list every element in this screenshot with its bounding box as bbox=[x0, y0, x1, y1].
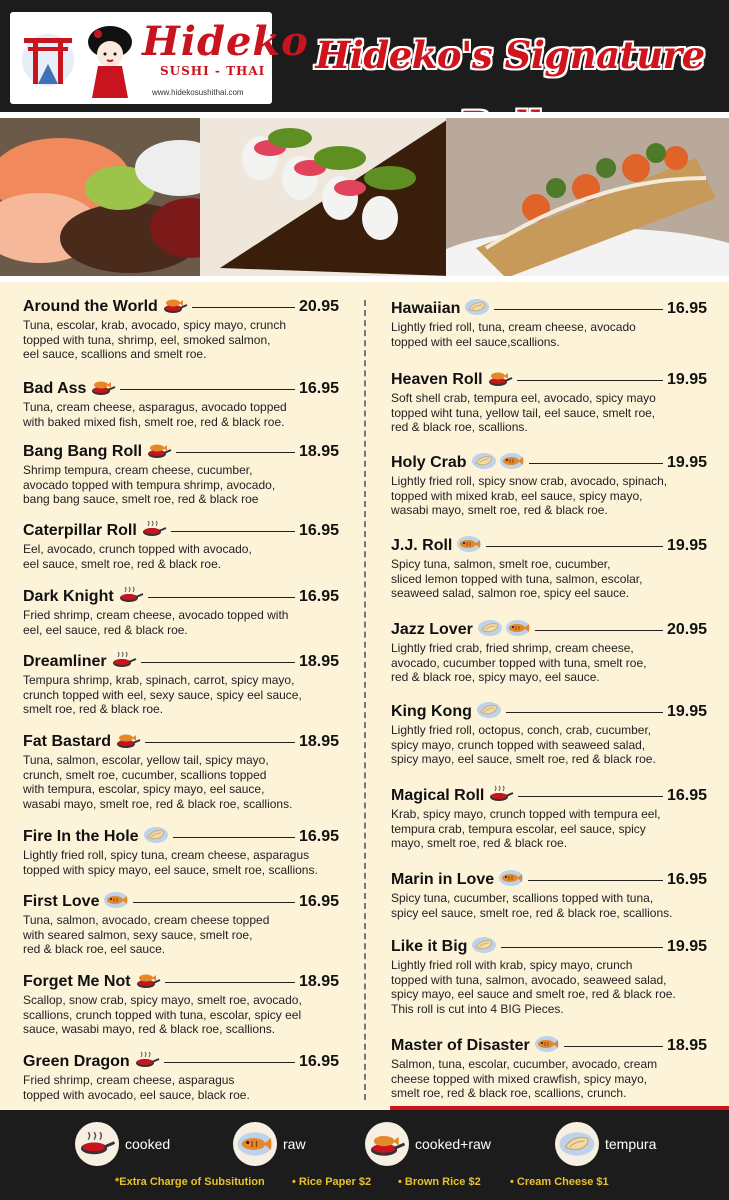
menu-item bbox=[391, 1035, 707, 1101]
menu-item-price: 16.95 bbox=[298, 893, 339, 910]
description-line: red & black roe, eel sauce. bbox=[23, 942, 166, 956]
description-line: spicy mayo, eel sauce and smelt roe, red & black roe. bbox=[391, 987, 676, 1001]
menu-item bbox=[23, 441, 339, 507]
description-line: Lightly fried roll, spicy tuna, cream cheese, asparagus bbox=[23, 848, 310, 862]
menu-item-price: 19.95 bbox=[666, 537, 707, 554]
cooked-plus-raw-icon bbox=[146, 441, 172, 464]
menu-item-icons bbox=[118, 586, 144, 609]
menu-item bbox=[391, 619, 707, 685]
description-line: avocado topped with tempura shrimp, avocado, bbox=[23, 477, 276, 492]
menu-item-description bbox=[23, 400, 339, 429]
menu-item bbox=[23, 826, 339, 877]
legend-label: cooked+raw bbox=[415, 1136, 491, 1152]
description-line: topped with spicy mayo, eel sauce, smelt roe, scallions. bbox=[23, 862, 318, 877]
raw-icon bbox=[505, 619, 531, 642]
description-line: topped with tuna, shrimp, eel, smoked salmon, bbox=[23, 332, 271, 347]
cooked-plus-raw-icon bbox=[115, 731, 141, 754]
menu-item bbox=[391, 369, 707, 435]
menu-item-title bbox=[391, 369, 707, 391]
description-line: Tuna, cream cheese, asparagus, avocado topped bbox=[23, 400, 287, 414]
menu-item-name: First Love bbox=[23, 893, 100, 910]
leader-line bbox=[165, 982, 295, 983]
menu-item-title bbox=[391, 452, 707, 474]
menu-item-price: 16.95 bbox=[298, 380, 339, 397]
menu-item-icons bbox=[534, 1035, 560, 1058]
menu-item-title bbox=[391, 1035, 707, 1057]
description-line: Lightly fried roll, tuna, cream cheese, avocado bbox=[391, 320, 636, 334]
menu-item-title bbox=[23, 520, 339, 542]
menu-item-price: 18.95 bbox=[666, 1037, 707, 1054]
menu-item-icons bbox=[488, 785, 514, 808]
menu-item-title bbox=[391, 936, 707, 958]
menu-item bbox=[391, 869, 707, 920]
menu-item-description bbox=[391, 807, 707, 851]
menu-item-description bbox=[23, 608, 339, 637]
logo-name: Hideko bbox=[142, 18, 309, 65]
menu-item-title bbox=[23, 731, 339, 753]
description-line: Tuna, salmon, avocado, cream cheese topped bbox=[23, 913, 270, 927]
description-line: with tempura, escolar, spicy mayo, eel sauce, bbox=[23, 782, 265, 796]
cooked-icon bbox=[488, 785, 514, 808]
description-line: crunch, smelt roe, cucumber, scallions topped bbox=[23, 767, 267, 782]
description-line: smelt roe, red & black roe, scallions, crunch. bbox=[391, 1086, 627, 1100]
menu-item-description bbox=[23, 318, 339, 362]
logo bbox=[10, 12, 309, 104]
menu-item-description bbox=[391, 891, 707, 920]
menu-item-name: Bang Bang Roll bbox=[23, 443, 143, 460]
description-line: with seared salmon, sexy sauce, smelt roe, bbox=[23, 927, 253, 942]
menu-item-description bbox=[391, 641, 707, 685]
tempura-icon bbox=[471, 452, 497, 475]
leader-line bbox=[141, 662, 295, 663]
description-line: red & black roe, scallions. bbox=[391, 420, 528, 434]
menu-item-name: Dreamliner bbox=[23, 653, 107, 670]
description-line: Scallop, snow crab, spicy mayo, smelt roe, avocado, bbox=[23, 993, 302, 1007]
legend-label: raw bbox=[283, 1136, 306, 1152]
leader-line bbox=[506, 712, 663, 713]
description-line: topped with mixed krab, eel sauce, spicy mayo, bbox=[391, 488, 643, 503]
leader-line bbox=[564, 1046, 663, 1047]
menu-item-title bbox=[23, 296, 339, 318]
menu-item-description bbox=[391, 723, 707, 767]
menu-item-name: King Kong bbox=[391, 703, 472, 720]
menu-item-title bbox=[391, 701, 707, 723]
description-line: red & black roe, spicy mayo, eel sauce. bbox=[391, 670, 600, 684]
column-divider bbox=[364, 300, 366, 1100]
menu-item-price: 20.95 bbox=[298, 298, 339, 315]
tempura-icon bbox=[477, 619, 503, 642]
menu-item-description bbox=[391, 958, 707, 1016]
raw-icon bbox=[456, 535, 482, 558]
cooked-plus-raw-icon bbox=[487, 369, 513, 392]
menu-item-name: Dark Knight bbox=[23, 588, 114, 605]
tempura-icon bbox=[476, 701, 502, 724]
menu-item-description bbox=[23, 673, 339, 717]
menu-item-name: Fire In the Hole bbox=[23, 828, 139, 845]
description-line: mayo, smelt roe, red & black roe. bbox=[391, 836, 568, 850]
description-line: eel sauce, smelt roe, red & black roe. bbox=[23, 556, 222, 571]
menu-item-price: 16.95 bbox=[666, 871, 707, 888]
menu-item-description bbox=[23, 753, 339, 811]
description-line: Tuna, escolar, krab, avocado, spicy mayo, crunch bbox=[23, 318, 287, 332]
menu-item-name: Fat Bastard bbox=[23, 733, 112, 750]
leader-line bbox=[173, 837, 295, 838]
menu-item bbox=[391, 785, 707, 851]
description-line: Lightly fried crab, fried shrimp, cream cheese, bbox=[391, 641, 634, 655]
tempura-icon bbox=[555, 1122, 599, 1166]
description-line: Lightly fried roll, octopus, conch, crab, cucumber, bbox=[391, 723, 652, 737]
menu-item-icons bbox=[162, 296, 188, 319]
description-line: eel, eel sauce, red & black roe. bbox=[23, 622, 188, 637]
raw-icon bbox=[103, 891, 129, 914]
menu-item-description bbox=[23, 542, 339, 571]
legend-item bbox=[233, 1122, 306, 1166]
description-line: wasabi mayo, smelt roe, red & black roe. bbox=[391, 503, 608, 517]
raw-icon bbox=[498, 869, 524, 892]
menu-item bbox=[23, 891, 339, 957]
cooked-plus-raw-icon bbox=[365, 1122, 409, 1166]
note-substitution: *Extra Charge of Subsitution bbox=[115, 1176, 265, 1188]
description-line: Spicy tuna, cucumber, scallions topped with tuna, bbox=[391, 891, 654, 905]
menu-item-title bbox=[391, 619, 707, 641]
description-line: Fried shrimp, cream cheese, avocado topped with bbox=[23, 608, 289, 622]
description-line: Shrimp tempura, cream cheese, cucumber, bbox=[23, 463, 253, 477]
menu-item-icons bbox=[135, 971, 161, 994]
cooked-icon bbox=[75, 1122, 119, 1166]
menu-item-icons bbox=[464, 298, 490, 321]
menu-item-description bbox=[391, 391, 707, 435]
menu-item-title bbox=[391, 535, 707, 557]
legend-item bbox=[555, 1122, 656, 1166]
description-line: Krab, spicy mayo, crunch topped with tempura eel, bbox=[391, 807, 661, 821]
leader-line bbox=[145, 742, 295, 743]
menu-item-price: 16.95 bbox=[298, 588, 339, 605]
menu-item-price: 19.95 bbox=[666, 454, 707, 471]
description-line: topped with tuna, salmon, avocado, seaweed salad, bbox=[391, 972, 667, 987]
menu-item-description bbox=[23, 1073, 339, 1102]
description-line: spicy mayo, eel sauce, smelt roe, red & black roe. bbox=[391, 752, 656, 766]
leader-line bbox=[148, 597, 295, 598]
legend-item bbox=[365, 1122, 491, 1166]
description-line: spicy mayo, crunch topped with seaweed salad, bbox=[391, 737, 646, 752]
menu-item-title bbox=[391, 785, 707, 807]
legend-label: tempura bbox=[605, 1136, 657, 1152]
menu-item-icons bbox=[477, 619, 531, 642]
menu-item bbox=[23, 1051, 339, 1102]
menu-item-icons bbox=[456, 535, 482, 558]
menu-item-price: 16.95 bbox=[298, 522, 339, 539]
description-line: cheese topped with mixed crawfish, spicy mayo, bbox=[391, 1071, 648, 1086]
leader-line bbox=[176, 452, 295, 453]
leader-line bbox=[501, 947, 663, 948]
description-line: avocado, cucumber topped with tuna, smelt roe, bbox=[391, 655, 647, 670]
cooked-icon bbox=[118, 586, 144, 609]
menu-item-title bbox=[23, 441, 339, 463]
leader-line bbox=[192, 307, 295, 308]
description-line: spicy eel sauce, smelt roe, red & black roe, scallions. bbox=[391, 905, 673, 920]
leader-line bbox=[120, 389, 295, 390]
menu-item bbox=[23, 731, 339, 811]
menu-item-description bbox=[391, 1057, 707, 1101]
menu-item-price: 16.95 bbox=[298, 828, 339, 845]
torii-gate-icon bbox=[20, 30, 76, 90]
menu-item-description bbox=[23, 993, 339, 1037]
description-line: sliced lemon topped with tuna, salmon, escolar, bbox=[391, 571, 643, 586]
menu-item-description bbox=[23, 913, 339, 957]
menu-item-price: 18.95 bbox=[298, 443, 339, 460]
menu-item-name: Holy Crab bbox=[391, 454, 467, 471]
page-title: Hideko's Signature bbox=[315, 33, 705, 77]
menu-item-description bbox=[391, 474, 707, 518]
legend-label: cooked bbox=[125, 1136, 171, 1152]
menu-item-name: Magical Roll bbox=[391, 787, 485, 804]
menu-item-icons bbox=[115, 731, 141, 754]
cooked-plus-raw-icon bbox=[90, 378, 116, 401]
leader-line bbox=[517, 380, 663, 381]
menu-item-icons bbox=[487, 369, 513, 392]
menu-item-price: 16.95 bbox=[666, 300, 707, 317]
menu-item bbox=[23, 378, 339, 429]
logo-subtitle: SUSHI - THAI bbox=[160, 64, 266, 78]
description-line: Tuna, salmon, escolar, yellow tail, spicy mayo, bbox=[23, 753, 269, 767]
menu-item-name: Heaven Roll bbox=[391, 371, 483, 388]
description-line: Lightly fried roll with krab, spicy mayo, crunch bbox=[391, 958, 633, 972]
menu-item-title bbox=[391, 869, 707, 891]
menu-item-icons bbox=[498, 869, 524, 892]
description-line: Soft shell crab, tempura eel, avocado, spicy mayo bbox=[391, 391, 656, 405]
description-line: topped wiht tuna, yellow tail, eel sauce, smelt roe, bbox=[391, 405, 656, 420]
menu-item bbox=[391, 298, 707, 349]
menu-item-title bbox=[23, 826, 339, 848]
menu-item-icons bbox=[471, 936, 497, 959]
menu-item-title bbox=[23, 586, 339, 608]
leader-line bbox=[164, 1062, 295, 1063]
description-line: sauce, wasabi mayo, red & black roe, scallions. bbox=[23, 1022, 276, 1036]
menu-item-description bbox=[23, 848, 339, 877]
menu-item-description bbox=[391, 320, 707, 349]
menu-item-price: 19.95 bbox=[666, 938, 707, 955]
menu-item-price: 18.95 bbox=[298, 973, 339, 990]
description-line: crunch topped with eel, sexy sauce, spicy eel sauce, bbox=[23, 687, 302, 702]
menu-item-icons bbox=[111, 651, 137, 674]
leader-line bbox=[535, 630, 663, 631]
cooked-icon bbox=[111, 651, 137, 674]
description-line: scallions, crunch topped with tuna, escolar, spicy eel bbox=[23, 1007, 302, 1022]
menu-item bbox=[391, 701, 707, 767]
menu-item-icons bbox=[90, 378, 116, 401]
menu-item-title bbox=[23, 378, 339, 400]
menu-item-title bbox=[23, 651, 339, 673]
menu-item-name: Marin in Love bbox=[391, 871, 495, 888]
menu-item-price: 16.95 bbox=[298, 1053, 339, 1070]
tempura-icon bbox=[464, 298, 490, 321]
description-line: Lightly fried roll, spicy snow crab, avocado, spinach, bbox=[391, 474, 668, 488]
menu-item-icons bbox=[146, 441, 172, 464]
description-line: wasabi mayo, smelt roe, red & black roe, scallions. bbox=[23, 796, 293, 811]
legend-item bbox=[75, 1122, 170, 1166]
leader-line bbox=[529, 463, 663, 464]
tempura-icon bbox=[471, 936, 497, 959]
description-line: Salmon, tuna, escolar, cucumber, avocado, cream bbox=[391, 1057, 658, 1071]
description-line: Eel, avocado, crunch topped with avocado, bbox=[23, 542, 252, 556]
menu-item bbox=[391, 452, 707, 518]
menu-item-title bbox=[23, 1051, 339, 1073]
menu-item-price: 16.95 bbox=[666, 787, 707, 804]
raw-icon bbox=[233, 1122, 277, 1166]
menu-item-name: Like it Big bbox=[391, 938, 468, 955]
logo-url: www.hidekosushithai.com bbox=[152, 88, 244, 97]
menu-item-price: 18.95 bbox=[298, 653, 339, 670]
roll-photo-roe bbox=[446, 118, 729, 276]
roll-photo-seaweed bbox=[200, 118, 450, 276]
description-line: seaweed salad, salmon roe, spicy eel sauce. bbox=[391, 586, 630, 600]
description-line: Tempura shrimp, krab, spinach, carrot, spicy mayo, bbox=[23, 673, 295, 687]
cooked-icon bbox=[134, 1051, 160, 1074]
menu-item-name: Jazz Lover bbox=[391, 621, 473, 638]
description-line: Fried shrimp, cream cheese, asparagus bbox=[23, 1073, 235, 1087]
description-line: tempura crab, tempura escolar, eel sauce, spicy bbox=[391, 821, 646, 836]
leader-line bbox=[133, 902, 294, 903]
menu-item-name: Around the World bbox=[23, 298, 158, 315]
menu-item-name: Green Dragon bbox=[23, 1053, 130, 1070]
description-line: bang bang sauce, smelt roe, red & black roe bbox=[23, 492, 259, 506]
menu-item-price: 19.95 bbox=[666, 703, 707, 720]
leader-line bbox=[528, 880, 663, 881]
menu-item-name: J.J. Roll bbox=[391, 537, 453, 554]
leader-line bbox=[494, 309, 663, 310]
raw-icon bbox=[499, 452, 525, 475]
geisha-icon bbox=[80, 22, 140, 98]
description-line: topped with eel sauce,scallions. bbox=[391, 334, 560, 349]
leader-line bbox=[486, 546, 663, 547]
description-line: eel sauce, scallions and smelt roe. bbox=[23, 347, 207, 361]
cooked-icon bbox=[141, 520, 167, 543]
menu-item-name: Master of Disaster bbox=[391, 1037, 530, 1054]
raw-icon bbox=[534, 1035, 560, 1058]
note-brown-rice: • Brown Rice $2 bbox=[398, 1176, 481, 1188]
menu-item-name: Forget Me Not bbox=[23, 973, 131, 990]
menu-item-icons bbox=[471, 452, 525, 475]
description-line: Spicy tuna, salmon, smelt roe, cucumber, bbox=[391, 557, 611, 571]
menu-item bbox=[23, 651, 339, 717]
note-rice-paper: • Rice Paper $2 bbox=[292, 1176, 372, 1188]
tempura-icon bbox=[143, 826, 169, 849]
menu-item-icons bbox=[143, 826, 169, 849]
note-cream-cheese: • Cream Cheese $1 bbox=[510, 1176, 609, 1188]
menu-item-icons bbox=[103, 891, 129, 914]
leader-line bbox=[171, 531, 295, 532]
menu-item bbox=[391, 936, 707, 1016]
menu-item-name: Hawaiian bbox=[391, 300, 461, 317]
menu-item-title bbox=[391, 298, 707, 320]
menu-item-name: Bad Ass bbox=[23, 380, 87, 397]
description-line: with baked mixed fish, smelt roe, red & black roe. bbox=[23, 414, 285, 429]
menu-item bbox=[23, 971, 339, 1037]
description-line: topped with avocado, eel sauce, black roe. bbox=[23, 1087, 250, 1102]
menu-item-price: 20.95 bbox=[666, 621, 707, 638]
cooked-plus-raw-icon bbox=[162, 296, 188, 319]
header bbox=[0, 0, 729, 112]
menu-item-description bbox=[391, 557, 707, 601]
menu-item bbox=[391, 535, 707, 601]
leader-line bbox=[518, 796, 663, 797]
menu-item-icons bbox=[134, 1051, 160, 1074]
menu-item-title bbox=[23, 971, 339, 993]
menu-item-title bbox=[23, 891, 339, 913]
menu-item bbox=[23, 296, 339, 362]
description-line: smelt roe, red & black roe. bbox=[23, 702, 164, 716]
menu-item-description bbox=[23, 463, 339, 507]
menu-item bbox=[23, 586, 339, 637]
menu-item bbox=[23, 520, 339, 571]
menu-item-name: Caterpillar Roll bbox=[23, 522, 137, 539]
description-line: This roll is cut into 4 BIG Pieces. bbox=[391, 1001, 564, 1016]
cooked-plus-raw-icon bbox=[135, 971, 161, 994]
menu-item-price: 18.95 bbox=[298, 733, 339, 750]
menu-item-icons bbox=[141, 520, 167, 543]
menu-item-icons bbox=[476, 701, 502, 724]
menu-item-price: 19.95 bbox=[666, 371, 707, 388]
